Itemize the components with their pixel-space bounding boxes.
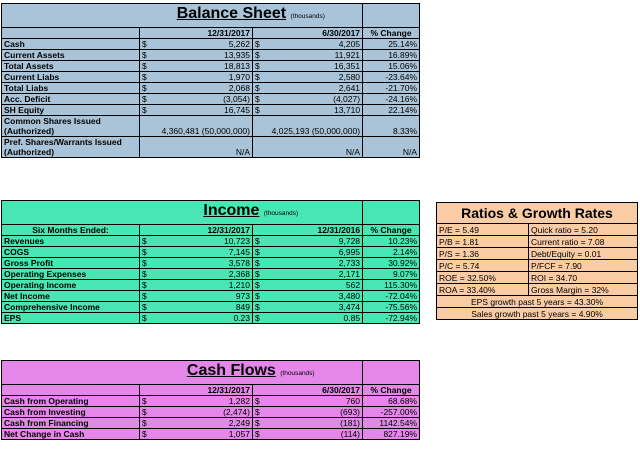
row-label: COGS	[2, 247, 140, 258]
table-row	[2, 72, 420, 83]
table-row	[437, 284, 638, 296]
row-label: Total Liabs	[2, 83, 140, 94]
dollar-sign: $	[253, 236, 269, 247]
ratio-cell: Current ratio = 7.08	[529, 236, 638, 248]
dollar-sign: $	[140, 291, 156, 302]
row-label: Common Shares Issued (Authorized)	[2, 116, 140, 137]
pct-change: 9.07%	[363, 269, 420, 280]
cashflows-title-row	[2, 361, 420, 385]
dollar-sign: $	[140, 94, 156, 105]
table-row	[2, 236, 420, 247]
table-row	[2, 50, 420, 61]
table-row	[2, 302, 420, 313]
table-row	[2, 396, 420, 407]
table-row	[2, 407, 420, 418]
table-row	[437, 296, 638, 308]
pct-change: 25.14%	[363, 39, 420, 50]
income-title	[140, 201, 363, 225]
cashflows-unit: (thousands)	[280, 370, 315, 377]
dollar-sign: $	[253, 105, 269, 116]
row-label: Cash	[2, 39, 140, 50]
value-col2: 16,351	[269, 61, 363, 72]
balance-header-row	[2, 28, 420, 39]
ratios-title-row	[437, 203, 638, 224]
cash-flows-title	[140, 361, 363, 385]
table-row-shares	[2, 116, 420, 137]
income-unit: (thousands)	[263, 210, 299, 217]
value-col1: 10,723	[156, 236, 253, 247]
eps-growth: EPS growth past 5 years = 43.30%	[437, 296, 638, 308]
value-col2: 11,921	[269, 50, 363, 61]
value-col1: 13,935	[156, 50, 253, 61]
table-row	[2, 418, 420, 429]
sales-growth: Sales growth past 5 years = 4.90%	[437, 308, 638, 320]
table-row	[437, 224, 638, 236]
pct-change: 115.30%	[363, 280, 420, 291]
value-col1: (3,054)	[156, 94, 253, 105]
pct-change: 2.14%	[363, 247, 420, 258]
pref-pct: N/A	[363, 137, 420, 158]
ratio-cell: P/E = 5.49	[437, 224, 529, 236]
value-col1: 1,282	[156, 396, 253, 407]
table-row	[2, 313, 420, 324]
dollar-sign: $	[140, 429, 156, 440]
dollar-sign: $	[140, 407, 156, 418]
dollar-sign: $	[140, 313, 156, 324]
pct-change: -72.94%	[363, 313, 420, 324]
value-col1: 5,262	[156, 39, 253, 50]
table-row	[2, 247, 420, 258]
shares-col1: 4,360,481 (50,000,000)	[140, 116, 253, 137]
dollar-sign: $	[253, 83, 269, 94]
value-col2: 562	[269, 280, 363, 291]
table-row	[2, 291, 420, 302]
value-col2: 6,995	[269, 247, 363, 258]
value-col1: 1,210	[156, 280, 253, 291]
dollar-sign: $	[253, 94, 269, 105]
income-col3-header: % Change	[363, 225, 420, 236]
table-row	[437, 236, 638, 248]
value-col2: 3,480	[269, 291, 363, 302]
value-col1: 849	[156, 302, 253, 313]
dollar-sign: $	[253, 61, 269, 72]
dollar-sign: $	[140, 280, 156, 291]
dollar-sign: $	[253, 407, 269, 418]
value-col2: 2,580	[269, 72, 363, 83]
row-label: SH Equity	[2, 105, 140, 116]
table-row	[2, 429, 420, 440]
table-row	[2, 105, 420, 116]
ratio-cell: ROA = 33.40%	[437, 284, 529, 296]
shares-pct: 8.33%	[363, 116, 420, 137]
dollar-sign: $	[140, 247, 156, 258]
ratio-cell: P/S = 1.36	[437, 248, 529, 260]
row-label: Operating Income	[2, 280, 140, 291]
pct-change: -75.56%	[363, 302, 420, 313]
dollar-sign: $	[140, 50, 156, 61]
dollar-sign: $	[253, 258, 269, 269]
cashflows-col2-header: 6/30/2017	[253, 385, 363, 396]
dollar-sign: $	[140, 236, 156, 247]
value-col1: 1,057	[156, 429, 253, 440]
ratio-cell: Quick ratio = 5.20	[529, 224, 638, 236]
balance-sheet-body	[2, 4, 420, 158]
ratios-table	[436, 202, 638, 320]
income-title-row	[2, 201, 420, 225]
dollar-sign: $	[253, 313, 269, 324]
pct-change: -21.70%	[363, 83, 420, 94]
value-col2: 760	[269, 396, 363, 407]
value-col1: 1,970	[156, 72, 253, 83]
value-col1: 3,578	[156, 258, 253, 269]
ratio-cell: ROI = 34.70	[529, 272, 638, 284]
dollar-sign: $	[253, 269, 269, 280]
table-row	[2, 280, 420, 291]
row-label: Total Assets	[2, 61, 140, 72]
balance-title-text: Balance Sheet	[176, 5, 287, 22]
table-row	[2, 83, 420, 94]
row-label: Cash from Operating	[2, 396, 140, 407]
shares-col2: 4,025,193 (50,000,000)	[253, 116, 363, 137]
dollar-sign: $	[253, 302, 269, 313]
table-row	[2, 61, 420, 72]
balance-col3-header: % Change	[363, 28, 420, 39]
dollar-sign: $	[140, 72, 156, 83]
value-col2: 4,205	[269, 39, 363, 50]
row-label: Current Assets	[2, 50, 140, 61]
dollar-sign: $	[140, 396, 156, 407]
dollar-sign: $	[253, 291, 269, 302]
value-col1: (2,474)	[156, 407, 253, 418]
ratio-cell: P/B = 1.81	[437, 236, 529, 248]
row-label: Revenues	[2, 236, 140, 247]
row-label: Acc. Deficit	[2, 94, 140, 105]
value-col2: (4,027)	[269, 94, 363, 105]
dollar-sign: $	[253, 280, 269, 291]
dollar-sign: $	[253, 72, 269, 83]
pct-change: -257.00%	[363, 407, 420, 418]
table-row	[2, 258, 420, 269]
value-col2: (181)	[269, 418, 363, 429]
value-col2: 2,733	[269, 258, 363, 269]
table-row	[437, 308, 638, 320]
dollar-sign: $	[253, 396, 269, 407]
pct-change: 22.14%	[363, 105, 420, 116]
pct-change: 827.19%	[363, 429, 420, 440]
value-col1: 2,368	[156, 269, 253, 280]
pct-change: 10.23%	[363, 236, 420, 247]
value-col1: 16,745	[156, 105, 253, 116]
dollar-sign: $	[140, 105, 156, 116]
value-col1: 7,145	[156, 247, 253, 258]
balance-sheet-table	[1, 3, 420, 158]
value-col1: 18,813	[156, 61, 253, 72]
row-label: Operating Expenses	[2, 269, 140, 280]
value-col2: 3,474	[269, 302, 363, 313]
pct-change: 16.89%	[363, 50, 420, 61]
dollar-sign: $	[140, 302, 156, 313]
income-body	[2, 201, 420, 324]
balance-sheet-title	[140, 4, 363, 28]
dollar-sign: $	[140, 39, 156, 50]
cashflows-col3-header: % Change	[363, 385, 420, 396]
row-label: Net Change in Cash	[2, 429, 140, 440]
dollar-sign: $	[253, 418, 269, 429]
income-col1-header: 12/31/2017	[140, 225, 253, 236]
dollar-sign: $	[253, 50, 269, 61]
ratio-cell: Debt/Equity = 0.01	[529, 248, 638, 260]
table-row	[437, 272, 638, 284]
pct-change: 68.68%	[363, 396, 420, 407]
value-col2: 13,710	[269, 105, 363, 116]
value-col2: 2,641	[269, 83, 363, 94]
table-row	[437, 260, 638, 272]
pref-col1: N/A	[140, 137, 253, 158]
pct-change: 15.06%	[363, 61, 420, 72]
value-col2: (693)	[269, 407, 363, 418]
balance-title-row	[2, 4, 420, 28]
ratios-title: Ratios & Growth Rates	[437, 203, 638, 224]
value-col2: (114)	[269, 429, 363, 440]
row-label: Current Liabs	[2, 72, 140, 83]
row-label: Gross Profit	[2, 258, 140, 269]
table-row-pref	[2, 137, 420, 158]
pct-change: 1142.54%	[363, 418, 420, 429]
row-label: Cash from Investing	[2, 407, 140, 418]
value-col2: 9,728	[269, 236, 363, 247]
ratio-cell: P/C = 5.74	[437, 260, 529, 272]
table-row	[2, 39, 420, 50]
dollar-sign: $	[140, 61, 156, 72]
cash-flows-table	[1, 360, 420, 440]
ratio-cell: Gross Margin = 32%	[529, 284, 638, 296]
pref-col2: N/A	[253, 137, 363, 158]
dollar-sign: $	[140, 418, 156, 429]
value-col1: 0.23	[156, 313, 253, 324]
income-header-row	[2, 225, 420, 236]
row-label: Comprehensive Income	[2, 302, 140, 313]
ratios-body	[437, 203, 638, 320]
income-table	[1, 200, 420, 324]
dollar-sign: $	[140, 269, 156, 280]
row-label: EPS	[2, 313, 140, 324]
row-label: Net Income	[2, 291, 140, 302]
value-col2: 2,171	[269, 269, 363, 280]
value-col2: 0.85	[269, 313, 363, 324]
row-label: Pref. Shares/Warrants Issued (Authorized)	[2, 137, 140, 158]
value-col1: 2,068	[156, 83, 253, 94]
pct-change: -23.64%	[363, 72, 420, 83]
pct-change: 30.92%	[363, 258, 420, 269]
balance-col1-header: 12/31/2017	[140, 28, 253, 39]
income-title-text: Income	[203, 202, 260, 219]
dollar-sign: $	[253, 247, 269, 258]
pct-change: -24.16%	[363, 94, 420, 105]
cash-flows-body	[2, 361, 420, 440]
dollar-sign: $	[140, 258, 156, 269]
cashflows-col1-header: 12/31/2017	[140, 385, 253, 396]
ratio-cell: P/FCF = 7.90	[529, 260, 638, 272]
dollar-sign: $	[140, 83, 156, 94]
ratio-cell: ROE = 32.50%	[437, 272, 529, 284]
pct-change: -72.04%	[363, 291, 420, 302]
value-col1: 973	[156, 291, 253, 302]
value-col1: 2,249	[156, 418, 253, 429]
cashflows-title-text: Cash Flows	[186, 362, 276, 379]
row-label: Cash from Financing	[2, 418, 140, 429]
table-row	[2, 94, 420, 105]
cashflows-header-row	[2, 385, 420, 396]
income-col0-header: Six Months Ended:	[2, 225, 140, 236]
balance-unit: (thousands)	[290, 13, 325, 20]
dollar-sign: $	[253, 429, 269, 440]
dollar-sign: $	[253, 39, 269, 50]
balance-col2-header: 6/30/2017	[253, 28, 363, 39]
table-row	[437, 248, 638, 260]
income-col2-header: 12/31/2016	[253, 225, 363, 236]
table-row	[2, 269, 420, 280]
